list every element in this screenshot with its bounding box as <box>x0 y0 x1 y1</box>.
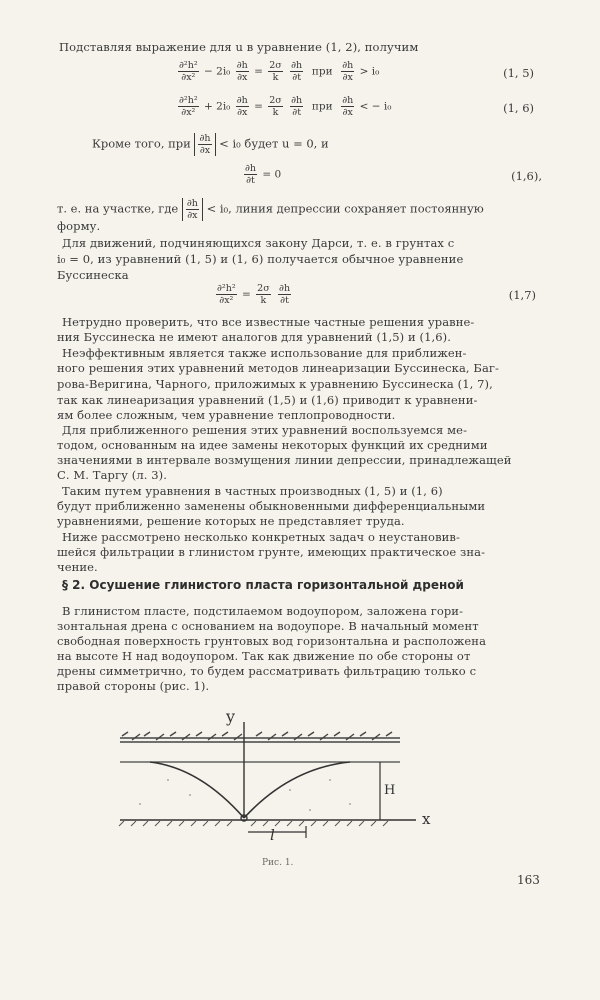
eq-numerator: 2σ <box>257 283 270 294</box>
eq-denominator: ∂x² <box>181 107 196 118</box>
text-line: так как линеаризация уравнений (1,5) и (1,6) приводит к уравнени- <box>57 393 478 407</box>
text-line: шейся фильтрации в глинистом грунте, имеющих практическое зна- <box>57 545 486 559</box>
eq-numerator: ∂h <box>236 60 248 71</box>
text-line: Подставляя выражение для u в уравнение (1, 2), получим <box>59 40 419 54</box>
text-fragment: < i₀, линия депрессии сохраняет постоянную <box>206 201 484 216</box>
eq-rhs: = 0 <box>262 168 282 181</box>
eq-denominator: ∂t <box>292 107 302 118</box>
text-line: Буссинеска <box>57 268 129 282</box>
eq-numerator: ∂h <box>279 283 291 294</box>
text-fragment: Кроме того, при <box>92 136 191 151</box>
equation-number: (1, 6) <box>503 101 534 115</box>
text-line: Для движений, подчиняющихся закону Дарси, т. е. в грунтах с <box>62 236 455 250</box>
equation-number: (1,7) <box>508 288 536 302</box>
l-label: l <box>270 826 275 844</box>
text-line: i₀ = 0, из уравнений (1, 5) и (1, 6) получается обычное уравнение <box>57 252 464 266</box>
text-line: дрены симметрично, то будем рассматривать фильтрацию только с <box>57 664 477 678</box>
eq-denominator: k <box>260 295 267 306</box>
eq-numerator: ∂h <box>342 60 354 71</box>
eq-word: при <box>311 100 333 113</box>
eq-numerator: ∂²h² <box>179 60 198 71</box>
eq-denominator: ∂x <box>187 210 198 221</box>
soil-texture <box>139 779 351 811</box>
eq-numerator: ∂h <box>199 133 211 144</box>
text-line: Нетрудно проверить, что все известные частные решения уравне- <box>62 315 475 329</box>
eq-denominator: ∂x <box>342 107 353 118</box>
eq-denominator: k <box>272 107 279 118</box>
text-line: значениями в интервале возмущения линии депрессии, принадлежащей <box>57 453 512 467</box>
text-line: уравнениями, решение которых не представляет труда. <box>57 514 405 528</box>
eq-sign: = <box>242 288 251 301</box>
eq-sign: = <box>254 100 263 113</box>
eq-denominator: ∂x <box>342 72 353 83</box>
eq-numerator: ∂h <box>291 60 303 71</box>
y-axis-label: y <box>226 707 236 726</box>
depression-curve <box>150 762 350 818</box>
equation-number: (1, 5) <box>503 66 534 80</box>
equation-number: (1,6), <box>511 169 542 183</box>
eq-numerator: ∂²h² <box>217 283 236 294</box>
text-line: Неэффективным является также использование для приближен- <box>62 346 467 360</box>
te-line <box>57 198 484 221</box>
h-label: H <box>384 783 396 798</box>
eq-denominator: ∂x <box>199 145 211 156</box>
eq-numerator: 2σ <box>269 60 282 71</box>
text-fragment: т. е. на участке, где <box>57 201 179 216</box>
text-line: ного решения этих уравнений методов линеаризации Буссинеска, Баг- <box>57 361 500 375</box>
eq-condition: > i₀ <box>359 65 380 78</box>
text-fragment: < i₀ будет u = 0, и <box>219 136 329 151</box>
eq-denominator: k <box>272 72 279 83</box>
ground-surface-hatch <box>120 732 400 742</box>
text-line: свободная поверхность грунтовых вод горизонтальна и расположена <box>57 634 487 648</box>
text-line: зонтальная дрена с основанием на водоупоре. В начальный момент <box>57 619 479 633</box>
abs-value <box>182 198 203 221</box>
text-line: В глинистом пласте, подстилаемом водоупором, заложена гори- <box>62 604 464 618</box>
text-line: Ниже рассмотрено несколько конкретных задач о неустановив- <box>62 530 460 544</box>
eq-denominator: ∂x <box>237 72 248 83</box>
text-line: ния Буссинеска не имеют аналогов для уравнений (1,5) и (1,6). <box>57 330 451 344</box>
eq-term: + 2i₀ <box>204 100 231 113</box>
eq-numerator: ∂²h² <box>179 95 198 106</box>
eq-word: при <box>311 65 333 78</box>
text-line: правой стороны (рис. 1). <box>57 679 210 693</box>
equation-1-5 <box>176 60 379 83</box>
eq-numerator: ∂h <box>342 95 354 106</box>
text-line: С. М. Таргу (л. 3). <box>57 468 167 482</box>
eq-denominator: ∂x² <box>219 295 234 306</box>
text-line: Для приближенного решения этих уравнений воспользуемся ме- <box>62 423 468 437</box>
section-heading: § 2. Осушение глинистого пласта горизонтальной дреной <box>62 578 464 592</box>
equation-1-6 <box>176 95 391 118</box>
text-line: рова-Веригина, Чарного, приложимых к уравнению Буссинеска (1, 7), <box>57 377 493 391</box>
text-line: на высоте H над водоупором. Так как движение по обе стороны от <box>57 649 471 663</box>
eq-denominator: ∂t <box>292 72 302 83</box>
eq-denominator: ∂x <box>237 107 248 118</box>
eq-condition: < − i₀ <box>359 100 392 113</box>
eq-numerator: ∂h <box>245 163 257 174</box>
equation-1-6b <box>242 163 281 186</box>
figure-caption: Рис. 1. <box>262 858 294 868</box>
text-line: форму. <box>57 219 101 233</box>
eq-denominator: ∂t <box>280 295 289 306</box>
page-number: 163 <box>517 873 540 887</box>
eq-denominator: ∂t <box>246 175 255 186</box>
text-line: будут приближенно заменены обыкновенными дифференциальными <box>57 499 486 513</box>
x-axis-label: x <box>422 810 431 828</box>
base-hatch <box>119 821 388 826</box>
eq-term: − 2i₀ <box>204 65 231 78</box>
text-line: ям более сложным, чем уравнение теплопроводности. <box>57 408 396 422</box>
eq-numerator: ∂h <box>291 95 303 106</box>
eq-sign: = <box>254 65 263 78</box>
eq-numerator: ∂h <box>186 198 198 209</box>
eq-numerator: 2σ <box>269 95 282 106</box>
text-line: Таким путем уравнения в частных производных (1, 5) и (1, 6) <box>62 484 443 498</box>
kromе-line <box>92 133 329 156</box>
eq-numerator: ∂h <box>236 95 248 106</box>
text-line: тодом, основанным на идее замены некоторых функций их средними <box>57 438 488 452</box>
figure-drain-diagram <box>110 700 460 850</box>
equation-1-7 <box>214 283 293 306</box>
text-line: чение. <box>57 560 98 574</box>
abs-value <box>194 133 215 156</box>
eq-denominator: ∂x² <box>181 72 196 83</box>
